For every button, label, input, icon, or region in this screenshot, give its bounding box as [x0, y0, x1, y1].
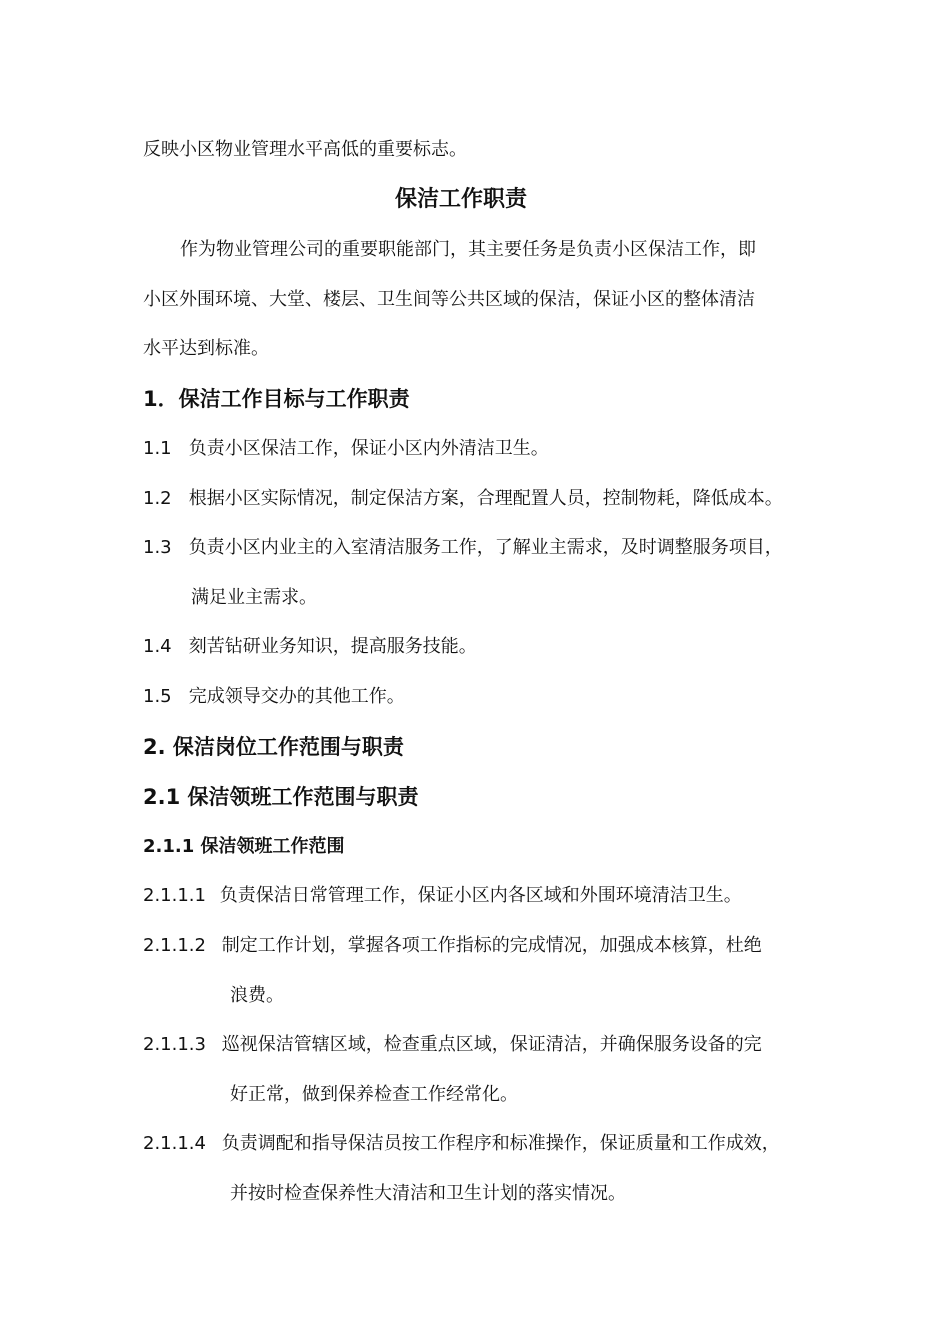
item-number: 2.1.1.2	[143, 935, 206, 956]
item-number: 1.5	[143, 686, 172, 707]
intro-line-3: 水平达到标准。	[143, 338, 269, 359]
item-number: 1.4	[143, 636, 172, 657]
list-item	[143, 1032, 762, 1058]
item-text: 制定工作计划，掌握各项工作指标的完成情况，加强成本核算，杜绝	[221, 935, 762, 956]
section-1-heading: 1．保洁工作目标与工作职责	[143, 387, 410, 411]
section-2-1-1-heading: 2.1.1 保洁领班工作范围	[143, 836, 345, 857]
item-number: 2.1.1.3	[143, 1034, 206, 1055]
section-2-1-heading: 2.1 保洁领班工作范围与职责	[143, 785, 419, 809]
list-item	[143, 634, 477, 660]
item-number: 1.3	[143, 537, 172, 558]
page-title: 保洁工作职责	[395, 187, 528, 212]
item-text: 巡视保洁管辖区域，检查重点区域，保证清洁，并确保服务设备的完	[221, 1034, 762, 1055]
section-2-heading: 2. 保洁岗位工作范围与职责	[143, 735, 404, 759]
item-text: 刻苦钻研业务知识，提高服务技能。	[188, 636, 477, 657]
item-number: 1.1	[143, 438, 172, 459]
item-text: 负责保洁日常管理工作，保证小区内各区域和外围环境清洁卫生。	[219, 885, 742, 906]
item-text: 负责小区内业主的入室清洁服务工作，了解业主需求，及时调整服务项目，	[188, 537, 783, 558]
item-continuation: 并按时检查保养性大清洁和卫生计划的落实情况。	[230, 1183, 626, 1204]
item-text: 根据小区实际情况，制定保洁方案，合理配置人员，控制物耗，降低成本。	[188, 488, 783, 509]
item-continuation: 满足业主需求。	[191, 587, 317, 608]
list-item	[143, 486, 783, 512]
intro-tail-text: 反映小区物业管理水平高低的重要标志。	[143, 139, 467, 160]
item-continuation: 好正常，做到保养检查工作经常化。	[230, 1084, 518, 1105]
list-item	[143, 1131, 780, 1157]
list-item	[143, 883, 742, 909]
item-text: 负责小区保洁工作，保证小区内外清洁卫生。	[188, 438, 549, 459]
list-item	[143, 933, 762, 959]
list-item	[143, 684, 405, 710]
item-text: 完成领导交办的其他工作。	[188, 686, 405, 707]
item-number: 2.1.1.1	[143, 885, 206, 906]
item-text: 负责调配和指导保洁员按工作程序和标准操作，保证质量和工作成效，	[221, 1133, 780, 1154]
item-number: 1.2	[143, 488, 172, 509]
item-number: 2.1.1.4	[143, 1133, 206, 1154]
item-continuation: 浪费。	[230, 985, 284, 1006]
list-item	[143, 535, 783, 561]
intro-line-2: 小区外围环境、大堂、楼层、卫生间等公共区域的保洁，保证小区的整体清洁	[143, 289, 755, 310]
intro-line-1: 作为物业管理公司的重要职能部门，其主要任务是负责小区保洁工作，即	[180, 239, 756, 260]
list-item	[143, 436, 549, 462]
